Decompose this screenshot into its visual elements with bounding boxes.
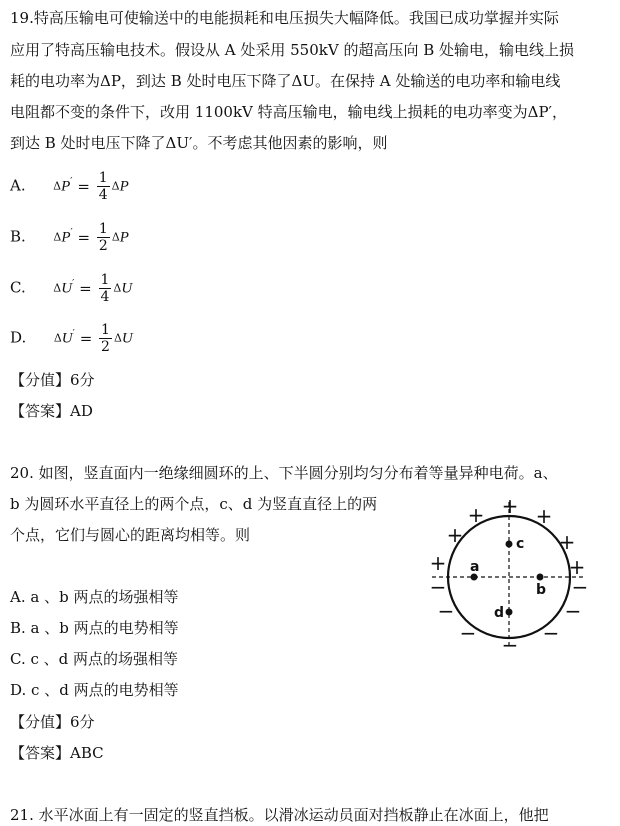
minus-charge: −: [501, 633, 519, 652]
point-b: [537, 574, 544, 581]
q20-text-line-2: b 为圆环水平直径上的两个点，c、d 为竖直直径上的两: [10, 495, 378, 513]
delta-symbol: Δ: [53, 281, 62, 295]
q19-text-line-1: 19.特高压输电可使输送中的电能损耗和电压损失大幅降低。我国已成功掌握并实际: [10, 9, 559, 27]
q20-option-a: A. a 、b 两点的场强相等: [10, 588, 179, 606]
option-letter: B.: [10, 227, 26, 246]
plus-charge: +: [467, 503, 485, 527]
q20-text-line-3: 个点，它们与圆心的距离均相等。则: [10, 526, 251, 544]
q20-score: 【分值】6分: [10, 713, 95, 731]
option-letter: C.: [10, 278, 26, 297]
q19-answer: 【答案】AD: [10, 402, 93, 420]
q19-option-b: B. ΔP′ = $\frac{1}{2}$ ΔP: [10, 221, 129, 254]
q19-text-line-4: 电阻都不变的条件下，改用 1100kV 特高压输电，输电线上损耗的电功率变为ΔP′，: [10, 103, 567, 121]
q19-option-a: A. ΔP′ = $\frac{1}{4}$ ΔP: [10, 170, 129, 203]
minus-charge: −: [437, 599, 455, 623]
delta-symbol: Δ: [53, 179, 62, 193]
q19-text-line-3: 耗的电功率为ΔP，到达 B 处时电压下降了ΔU。在保持 A 处输送的电功率和输电线: [10, 72, 561, 90]
label-b: b: [536, 582, 547, 598]
point-d: [506, 609, 513, 616]
option-rhs: U: [121, 280, 133, 297]
label-d: d: [494, 605, 505, 621]
plus-charge: +: [535, 504, 553, 528]
label-a: a: [470, 559, 480, 575]
minus-charge: −: [564, 599, 582, 623]
plus-charge: +: [501, 496, 519, 518]
q19-text-line-5: 到达 B 处时电压下降了ΔU′。不考虑其他因素的影响，则: [10, 134, 388, 152]
q20-answer: 【答案】ABC: [10, 744, 104, 762]
point-c: [506, 541, 513, 548]
q20-option-c: C. c 、d 两点的场强相等: [10, 650, 179, 668]
q19-text-line-2: 应用了特高压输电技术。假设从 A 处采用 550kV 的超高压向 B 处输电，输电线上损: [10, 41, 575, 59]
q20-option-d: D. c 、d 两点的电势相等: [10, 681, 179, 699]
delta-symbol: Δ: [53, 230, 62, 244]
fraction: $\frac{1}{2}$: [101, 322, 110, 355]
plus-charge: +: [558, 530, 576, 554]
fraction: $\frac{1}{4}$: [100, 272, 110, 305]
option-lhs: P: [61, 229, 71, 246]
q21-text-line-1: 21. 水平冰面上有一固定的竖直挡板。以滑冰运动员面对挡板静止在冰面上，他把: [10, 806, 549, 824]
option-lhs: P: [61, 178, 71, 195]
q19-option-c: C. ΔU′ = $\frac{1}{4}$ ΔU: [10, 272, 133, 305]
option-letter: A.: [10, 176, 26, 195]
minus-charge: −: [429, 575, 447, 599]
q19-score: 【分值】6分: [10, 371, 95, 389]
option-rhs: P: [119, 229, 129, 246]
minus-charge: −: [571, 575, 589, 599]
option-lhs: U: [61, 330, 73, 347]
option-lhs: U: [61, 280, 73, 297]
plus-charge: +: [568, 555, 586, 579]
minus-charge: −: [459, 621, 477, 645]
fraction: $\frac{1}{4}$: [98, 170, 108, 203]
label-c: c: [516, 536, 525, 552]
q20-text-line-1: 20. 如图，竖直面内一绝缘细圆环的上、下半圆分别均匀分布着等量异种电荷。a、: [10, 464, 558, 482]
option-letter: D.: [10, 328, 27, 347]
option-rhs: P: [119, 178, 129, 195]
option-rhs: U: [121, 330, 133, 347]
minus-charge: −: [542, 621, 560, 645]
charged-ring-diagram: [424, 496, 594, 652]
q19-option-d: D. ΔU′ = $\frac{1}{2}$ ΔU: [10, 322, 133, 355]
plus-charge: +: [446, 523, 464, 547]
delta-symbol: Δ: [53, 331, 62, 345]
fraction: $\frac{1}{2}$: [98, 221, 108, 254]
q20-option-b: B. a 、b 两点的电势相等: [10, 619, 179, 637]
plus-charge: +: [429, 551, 447, 575]
